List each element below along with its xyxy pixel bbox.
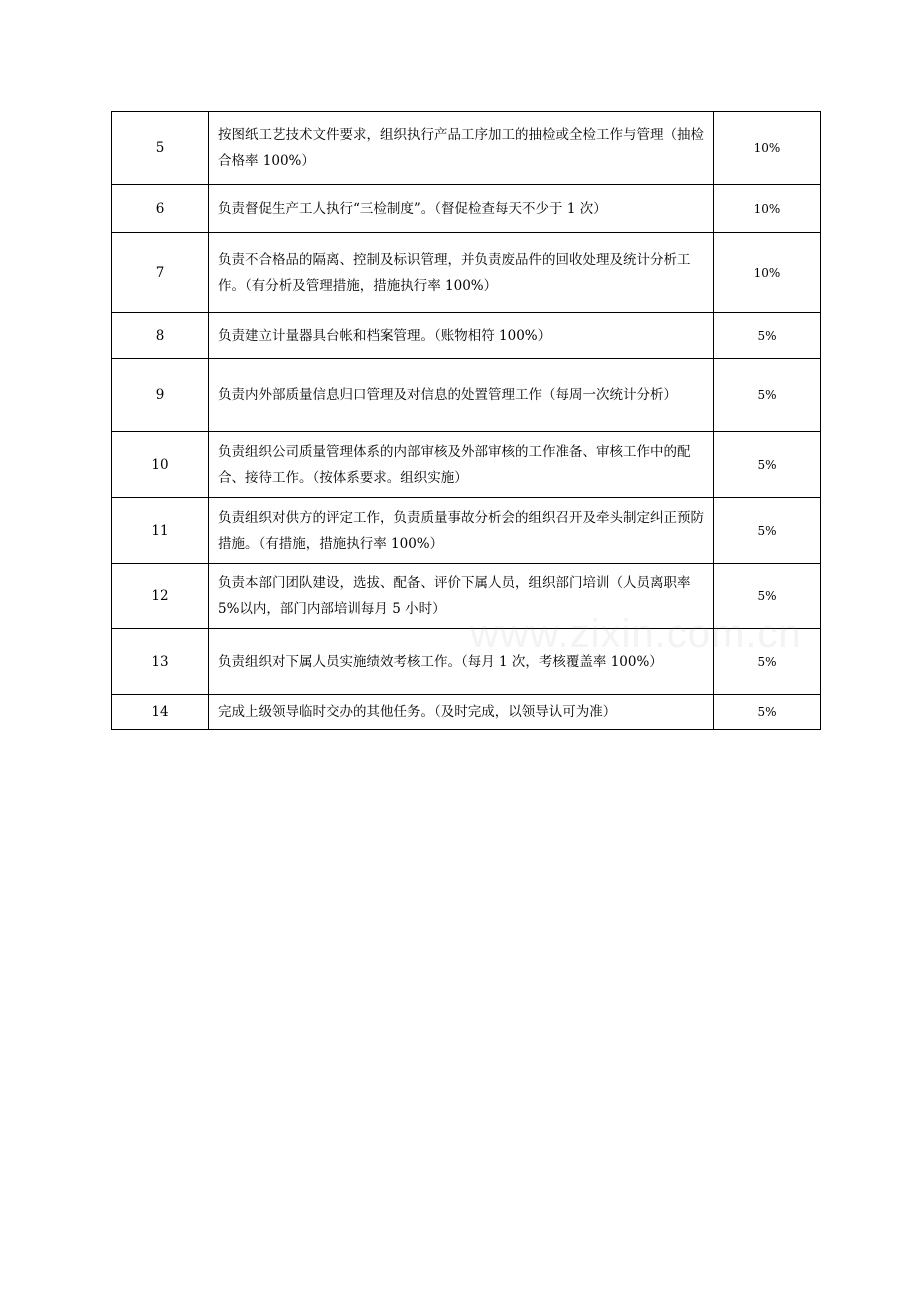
duty-description: 负责督促生产工人执行“三检制度”。（督促检查每天不少于 1 次） — [209, 185, 714, 233]
row-number: 14 — [112, 695, 209, 730]
weight-percent: 5% — [714, 564, 821, 629]
weight-percent: 5% — [714, 498, 821, 564]
row-number: 9 — [112, 359, 209, 432]
weight-percent: 10% — [714, 185, 821, 233]
table-row — [112, 313, 821, 359]
row-number: 8 — [112, 313, 209, 359]
duty-description: 负责组织公司质量管理体系的内部审核及外部审核的工作准备、审核工作中的配合、接待工作。（按体系要求。组织实施） — [209, 432, 714, 498]
row-number: 6 — [112, 185, 209, 233]
duty-table-body — [112, 112, 821, 730]
duty-description: 负责组织对供方的评定工作，负责质量事故分析会的组织召开及牵头制定纠正预防措施。（有措施，措施执行率 100%） — [209, 498, 714, 564]
duty-description: 负责建立计量器具台帐和档案管理。（账物相符 100%） — [209, 313, 714, 359]
weight-percent: 5% — [714, 432, 821, 498]
weight-percent: 5% — [714, 695, 821, 730]
row-number: 12 — [112, 564, 209, 629]
table-row — [112, 432, 821, 498]
row-number: 13 — [112, 629, 209, 695]
duty-description: 负责内外部质量信息归口管理及对信息的处置管理工作（每周一次统计分析） — [209, 359, 714, 432]
weight-percent: 10% — [714, 233, 821, 313]
table-row — [112, 564, 821, 629]
row-number: 10 — [112, 432, 209, 498]
table-row — [112, 695, 821, 730]
table-row — [112, 629, 821, 695]
duty-description: 负责组织对下属人员实施绩效考核工作。（每月 1 次，考核覆盖率 100%） — [209, 629, 714, 695]
row-number: 5 — [112, 112, 209, 185]
duty-description: 按图纸工艺技术文件要求，组织执行产品工序加工的抽检或全检工作与管理（抽检合格率 100%） — [209, 112, 714, 185]
duty-description: 负责本部门团队建设，选拔、配备、评价下属人员，组织部门培训（人员离职率 5%以内，部门内部培训每月 5 小时） — [209, 564, 714, 629]
weight-percent: 10% — [714, 112, 821, 185]
weight-percent: 5% — [714, 313, 821, 359]
watermark: www.zixin.com.cn — [470, 612, 802, 656]
duty-table — [111, 111, 821, 730]
weight-percent: 5% — [714, 629, 821, 695]
table-row — [112, 233, 821, 313]
table-row — [112, 185, 821, 233]
duty-description: 负责不合格品的隔离、控制及标识管理，并负责废品件的回收处理及统计分析工作。（有分析及管理措施，措施执行率 100%） — [209, 233, 714, 313]
row-number: 7 — [112, 233, 209, 313]
duty-description: 完成上级领导临时交办的其他任务。（及时完成，以领导认可为准） — [209, 695, 714, 730]
table-row — [112, 359, 821, 432]
table-row — [112, 498, 821, 564]
table-row — [112, 112, 821, 185]
row-number: 11 — [112, 498, 209, 564]
weight-percent: 5% — [714, 359, 821, 432]
